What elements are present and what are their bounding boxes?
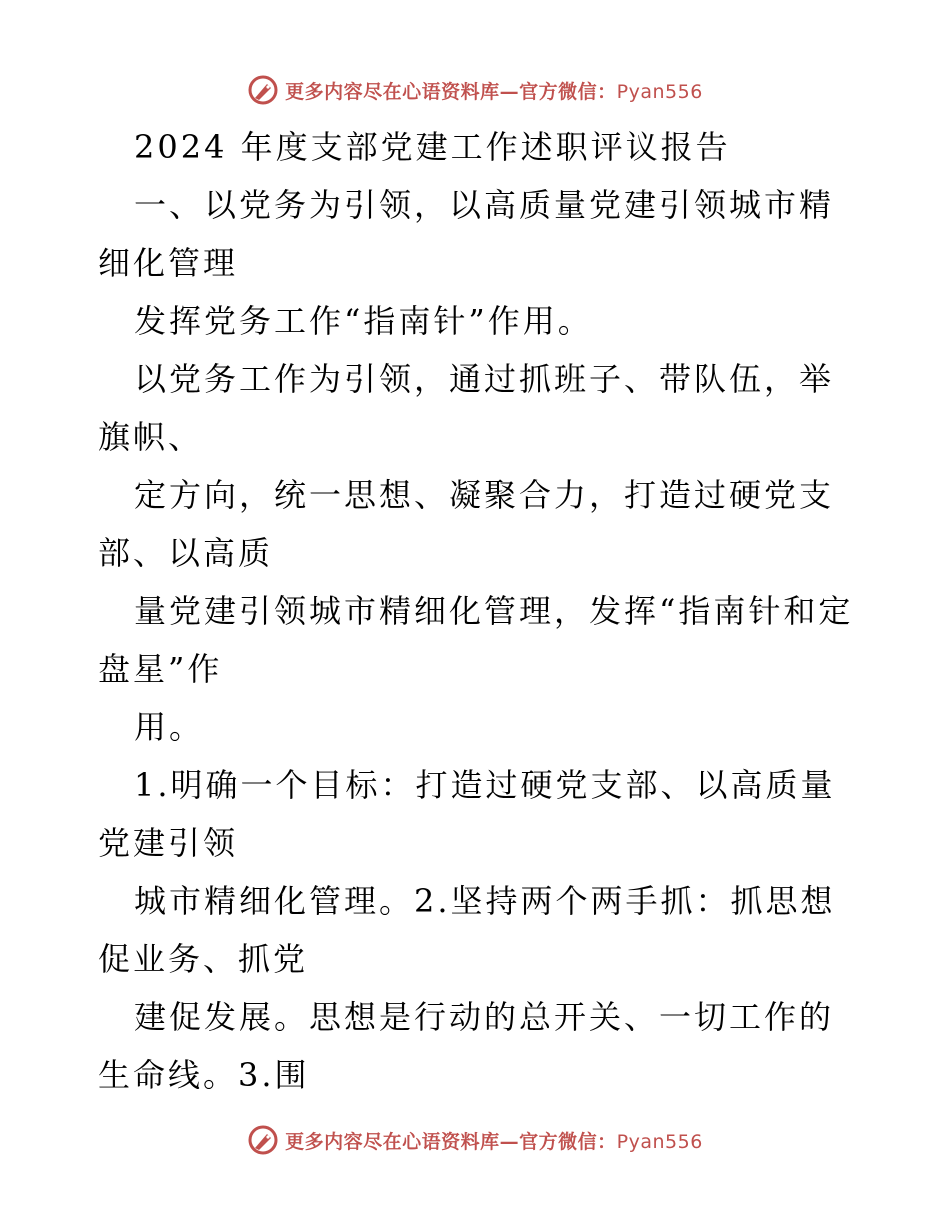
footer-banner [0,1120,950,1160]
pen-nib-logo-icon [247,1124,279,1156]
paragraph: 城市精细化管理。2.坚持两个两手抓：抓思想促业务、抓党 [98,882,836,978]
footer-wechat-id: Pyan556 [616,1130,703,1153]
header-banner [0,70,950,110]
paragraph: 定方向，统一思想、凝聚合力，打造过硬党支部、以高质 [98,476,835,572]
header-banner-text: 更多内容尽在心语资料库—官方微信：Pyan556 [285,80,703,103]
header-wechat-id: Pyan556 [616,80,703,103]
paragraph: 以党务工作为引领，通过抓班子、带队伍，举旗帜、 [98,360,835,456]
paragraph: 一、以党务为引领，以高质量党建引领城市精细化管理 [98,186,835,282]
footer-banner-text: 更多内容尽在心语资料库—官方微信：Pyan556 [285,1130,703,1153]
paragraph: 1.明确一个目标：打造过硬党支部、以高质量党建引领 [98,766,836,862]
pen-nib-logo-icon [247,74,279,106]
paragraph: 发挥党务工作“指南针”作用。 [134,302,593,340]
paragraph: 用。 [134,708,205,746]
document-body [98,118,858,1104]
paragraph: 量党建引领城市精细化管理，发挥“指南针和定盘星”作 [98,592,854,688]
document-title: 2024 年度支部党建工作述职评议报告 [134,128,731,166]
paragraph: 建促发展。思想是行动的总开关、一切工作的生命线。3.围 [98,998,835,1094]
